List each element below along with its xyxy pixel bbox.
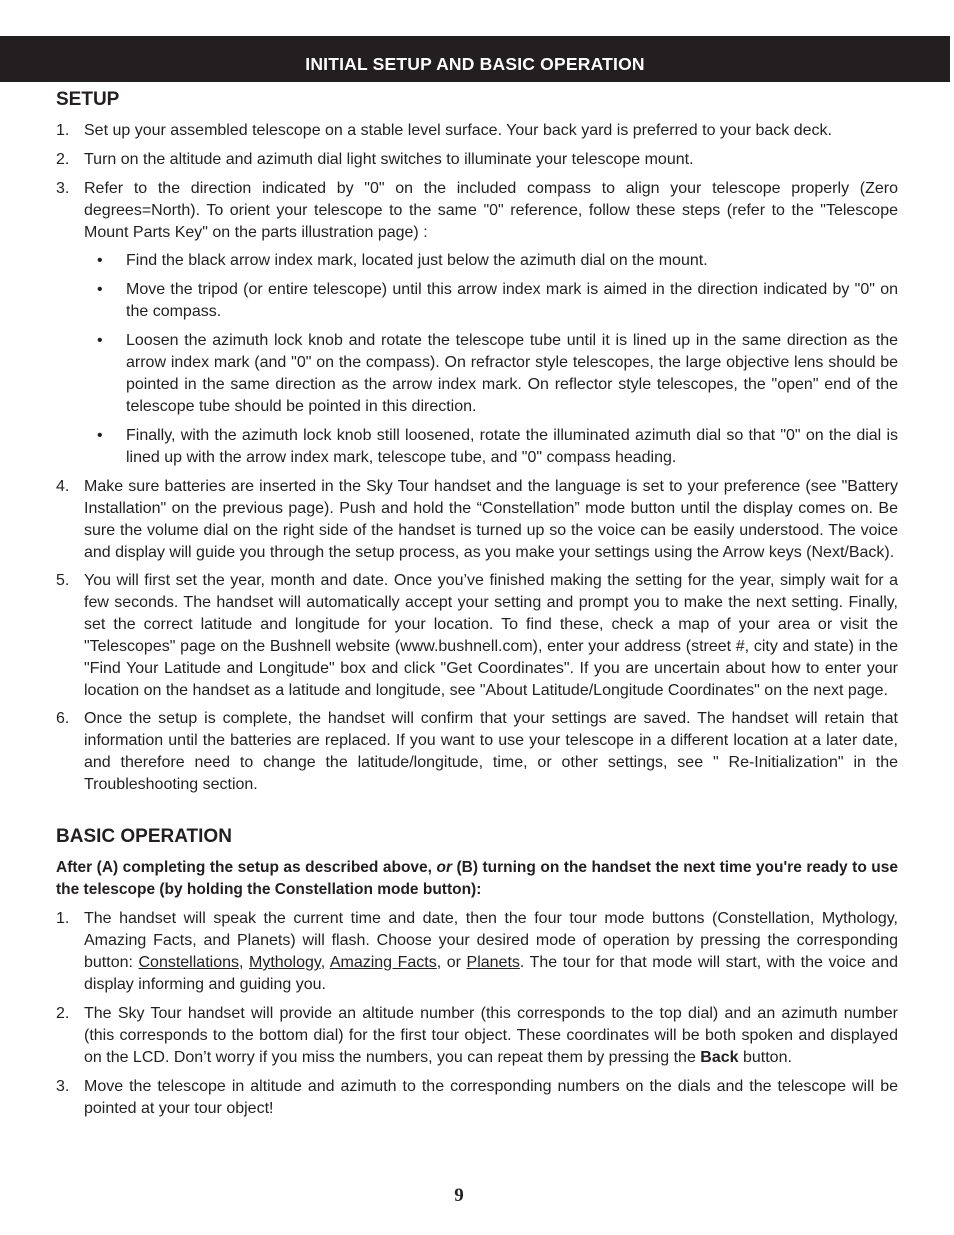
section-header-bar xyxy=(0,36,950,82)
step-text: Turn on the altitude and azimuth dial light switches to illuminate your telescope mount. xyxy=(84,151,694,168)
step-text-end: . The tour for that mode will start, with the voice and display informing and guiding you. xyxy=(84,954,899,993)
setup-step-3 xyxy=(56,178,898,469)
planets-mode-label: Planets xyxy=(466,954,520,971)
bullet-mark: • xyxy=(97,252,103,269)
basic-operation-intro xyxy=(56,857,898,901)
page-number: 9 xyxy=(454,1185,464,1206)
step-number: 1. xyxy=(56,122,70,139)
setup-step-5 xyxy=(56,570,898,702)
step-number: 5. xyxy=(56,572,70,589)
mythology-mode-label: Mythology xyxy=(248,954,321,971)
intro-part-a: After (A) completing the setup as described above, xyxy=(56,859,437,876)
step-text-end: button. xyxy=(738,1049,792,1066)
alignment-bullets xyxy=(84,250,898,469)
intro-part-b: (B) turning on the handset the next time you're ready to use the telescope (by holding the Constellation mode button): xyxy=(56,859,899,898)
bullet-text: Loosen the azimuth lock knob and rotate the telescope tube until it is lined up in the same direction as the arrow index mark (and "0" on the compass). On refractor style telescopes, the large objective lens should be pointed in the same direction as the arrow index mark. On reflector style telescopes, the "open" end of the telescope tube should be pointed in this direction. xyxy=(126,332,898,415)
separator: , xyxy=(320,954,330,971)
step-number: 3. xyxy=(56,180,70,197)
bullet-mark: • xyxy=(97,332,103,349)
alignment-bullet-1 xyxy=(84,250,898,272)
step-number: 2. xyxy=(56,151,70,168)
bullet-text: Move the tripod (or entire telescope) until this arrow index mark is aimed in the direction indicated by "0" on the compass. xyxy=(126,281,898,320)
basic-step-1 xyxy=(56,908,898,996)
basic-operation-heading: BASIC OPERATION xyxy=(56,826,232,847)
separator: , or xyxy=(436,954,467,971)
step-number: 4. xyxy=(56,478,70,495)
bullet-mark: • xyxy=(97,427,103,444)
step-text: Set up your assembled telescope on a stable level surface. Your back yard is preferred to your back deck. xyxy=(84,122,832,139)
basic-operation-steps-list xyxy=(56,908,898,1120)
step-number: 6. xyxy=(56,710,70,727)
step-number: 2. xyxy=(56,1005,70,1022)
alignment-bullet-2 xyxy=(84,279,898,323)
step-text: Once the setup is complete, the handset will confirm that your settings are saved. The handset will retain that information until the batteries are replaced. If you want to use your telescope in a different location at a later date, and therefore need to change the latitude/longitude, time, or other settings, see " Re-Initialization" in the Troubleshooting section. xyxy=(84,710,898,793)
intro-or: or xyxy=(436,859,452,876)
setup-heading: SETUP xyxy=(56,89,120,110)
page-content xyxy=(56,88,898,1120)
setup-step-6 xyxy=(56,708,898,796)
step-text: The handset will speak the current time and date, then the four tour mode buttons (Constellation, Mythology, Amazing Facts, and Planets) will flash. Choose your desired mode of operation by pressing the corresponding button: xyxy=(84,910,898,971)
alignment-bullet-4 xyxy=(84,425,898,469)
step-text: The Sky Tour handset will provide an altitude number (this corresponds to the top dial) and an azimuth number (this corresponds to the bottom dial) for the first tour object. These coordinates will be both spoken and displayed on the LCD. Don’t worry if you miss the numbers, you can repeat them by pressing the xyxy=(84,1005,898,1066)
setup-step-1 xyxy=(56,120,898,142)
basic-step-2 xyxy=(56,1003,898,1069)
constellations-mode-label: Constellations xyxy=(138,954,239,971)
bullet-mark: • xyxy=(97,281,103,298)
back-button-label: Back xyxy=(700,1049,739,1066)
setup-step-4 xyxy=(56,476,898,564)
step-text: Move the telescope in altitude and azimuth to the corresponding numbers on the dials and the telescope will be pointed at your tour object! xyxy=(84,1078,898,1117)
bullet-text: Finally, with the azimuth lock knob still loosened, rotate the illuminated azimuth dial so that "0" on the dial is lined up with the arrow index mark, telescope tube, and "0" compass heading. xyxy=(126,427,898,466)
separator: , xyxy=(238,954,249,971)
amazing-facts-mode-label: Amazing Facts xyxy=(329,954,437,971)
step-text: Make sure batteries are inserted in the Sky Tour handset and the language is set to your preference (see "Battery Installation" on the previous page). Push and hold the “Constellation” mode button until the display comes on. Be sure the volume dial on the right side of the handset is turned up so the voice can be easily understood. The voice and display will guide you through the setup process, as you make your settings using the Arrow keys (Next/Back). xyxy=(84,478,898,561)
step-number: 3. xyxy=(56,1078,70,1095)
bullet-text: Find the black arrow index mark, located just below the azimuth dial on the mount. xyxy=(126,252,708,269)
setup-steps-list xyxy=(56,120,898,796)
step-text: You will first set the year, month and date. Once you’ve finished making the setting for the year, simply wait for a few seconds. The handset will automatically accept your setting and prompt you to make the next setting. Finally, set the correct latitude and longitude for your location. To find these, check a map of your area or visit the "Telescopes" page on the Bushnell website (www.bushnell.com), enter your address (street #, city and state) in the "Find Your Latitude and Longitude" box and click "Get Coordinates". If you are uncertain about how to enter your location on the handset as a latitude and longitude, see "About Latitude/Longitude Coordinates" on the next page. xyxy=(84,572,898,699)
basic-step-3 xyxy=(56,1076,898,1120)
step-number: 1. xyxy=(56,910,70,927)
setup-step-2 xyxy=(56,149,898,171)
alignment-bullet-3 xyxy=(84,330,898,418)
step-text: Refer to the direction indicated by "0" on the included compass to align your telescope properly (Zero degrees=North). To orient your telescope to the same "0" reference, follow these steps (refer to the "Telescope Mount Parts Key" on the parts illustration page) : xyxy=(84,180,898,241)
section-header-title: INITIAL SETUP AND BASIC OPERATION xyxy=(305,54,645,74)
